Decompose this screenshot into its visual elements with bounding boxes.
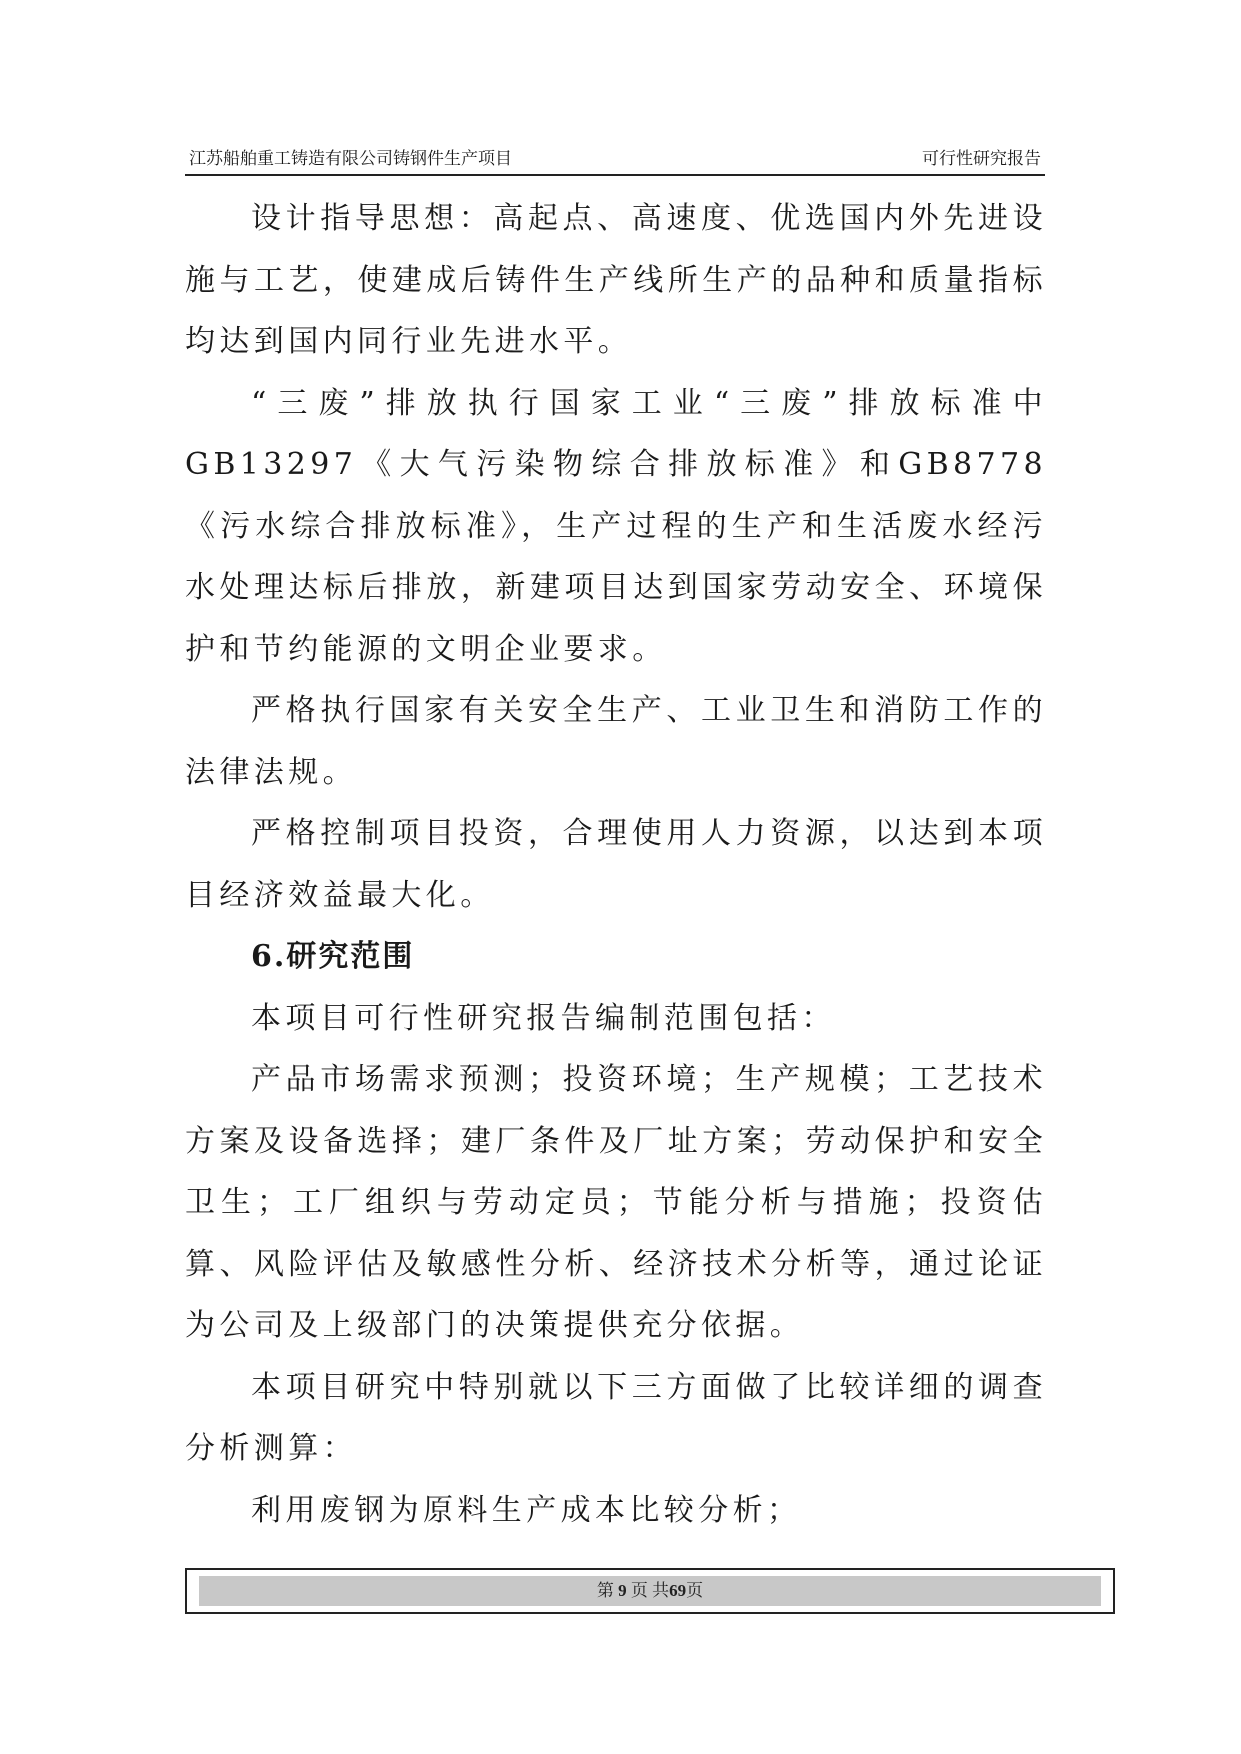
footer-prefix: 第	[596, 1581, 614, 1600]
paragraph-investment-control: 严格控制项目投资，合理使用人力资源，以达到本项目经济效益最大化。	[185, 816, 1047, 913]
paragraph-scope-intro: 本项目可行性研究报告编制范围包括：	[251, 1000, 836, 1036]
section-heading: 6.研究范围	[251, 939, 415, 974]
page-header	[185, 146, 1045, 176]
paragraph-special-analysis: 本项目研究中特别就以下三方面做了比较详细的调查分析测算：	[185, 1369, 1047, 1466]
paragraph-design-principle: 设计指导思想：高起点、高速度、优选国内外先进设施与工艺，使建成后铸件生产线所生产的品种和质量指标均达到国内同行业先进水平。	[185, 201, 1047, 359]
paragraph-emission-standards: “三废”排放执行国家工业“三废”排放标准中GB13297《大气污染物综合排放标准》和GB8778《污水综合排放标准》，生产过程的生产和生活废水经污水处理达标后排放，新建项目达到国家劳动安全、环境保护和节约能源的文明企业要求。	[185, 385, 1047, 667]
footer-suffix: 页	[686, 1581, 704, 1600]
current-page-number: 9	[618, 1581, 627, 1600]
page-footer	[185, 1568, 1115, 1614]
paragraph-safety-regulations: 严格执行国家有关安全生产、工业卫生和消防工作的法律法规。	[185, 693, 1047, 790]
document-body	[185, 188, 1047, 1541]
total-page-count: 69	[669, 1581, 687, 1600]
header-report-title: 可行性研究报告	[922, 149, 1041, 169]
paragraph-scope-items: 产品市场需求预测；投资环境；生产规模；工艺技术方案及设备选择；建厂条件及厂址方案；劳动保护和安全卫生；工厂组织与劳动定员；节能分析与措施；投资估算、风险评估及敏感性分析、经济技术分析等，通过论证为公司及上级部门的决策提供充分依据。	[185, 1062, 1047, 1343]
header-project-title: 江苏船舶重工铸造有限公司铸钢件生产项目	[189, 149, 512, 169]
footer-middle: 页 共	[630, 1581, 670, 1600]
paragraph-scrap-steel-analysis: 利用废钢为原料生产成本比较分析；	[251, 1492, 802, 1528]
page-number-bar	[199, 1576, 1101, 1606]
